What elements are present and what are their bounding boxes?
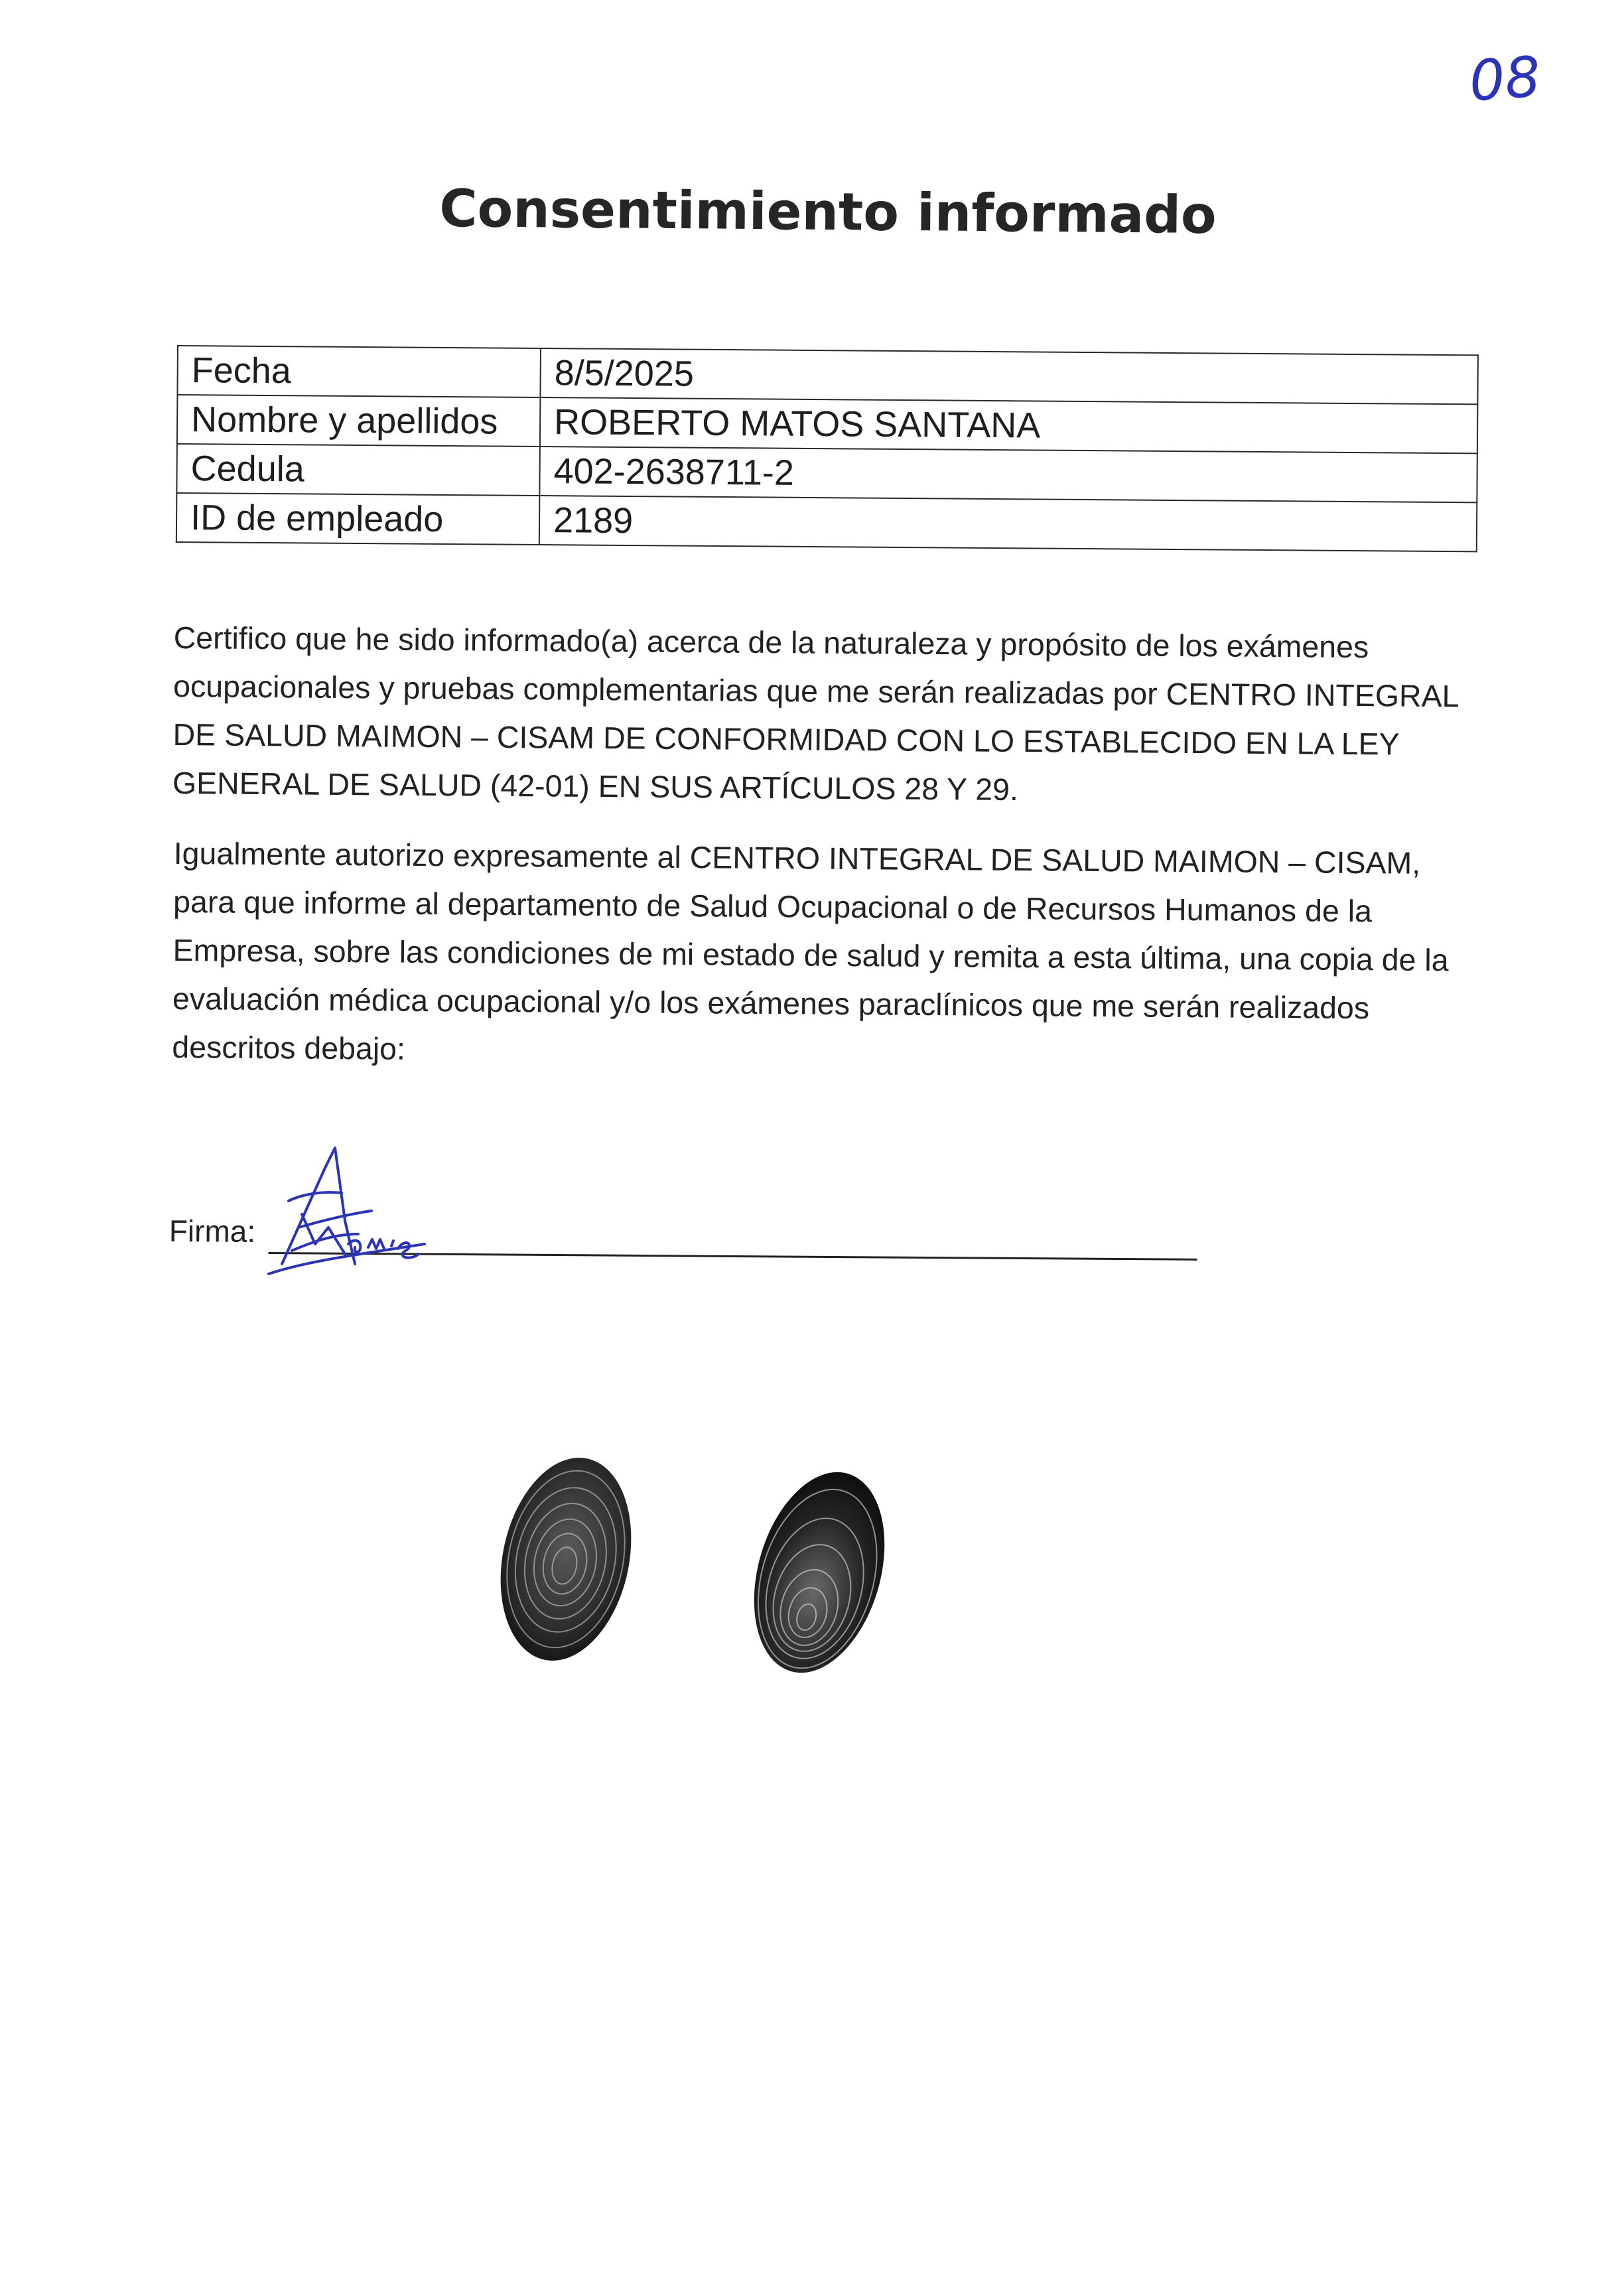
cedula-value: 402-2638711-2 [539,447,1477,502]
table-row-id-empleado [176,493,1477,551]
fecha-value: 8/5/2025 [540,348,1478,404]
table-row-nombre [177,395,1477,453]
nombre-label: Nombre y apellidos [177,395,541,447]
right-fingerprint-image [722,1448,917,1697]
id-empleado-label: ID de empleado [176,493,540,545]
firma-label: Firma: [169,1214,256,1249]
id-empleado-value: 2189 [539,496,1477,551]
cedula-label: Cedula [176,444,540,496]
nombre-value: ROBERTO MATOS SANTANA [540,397,1478,453]
left-fingerprint-image [475,1438,657,1681]
table-row-cedula [176,444,1477,502]
page-title: Consentimiento informado [439,178,1217,246]
employee-info-table [176,345,1479,552]
handwritten-signature [262,1128,441,1294]
certification-paragraph: Certifico que he sido informado(a) acerca de la naturaleza y propósito de los exámenes ocupacionales y pruebas complementarias que me serán realizadas por CENTRO INTEGRAL DE SALUD MAIMON – CISAM DE CONFORMIDAD CON LO ESTABLECIDO EN LA LEY GENERAL DE SALUD (42-01) EN SUS ARTÍCULOS 28 Y 29. [172,620,1458,807]
fecha-label: Fecha [177,346,541,397]
authorization-paragraph: Igualmente autorizo expresamente al CENTRO INTEGRAL DE SALUD MAIMON – CISAM, para que informe al departamento de Salud Ocupacional o de Recursos Humanos de la Empresa, sobre las condiciones de mi estado de salud y remita a esta última, una copia de la evaluación médica ocupacional y/o los exámenes paraclínicos que me serán realizados descritos debajo: [172,835,1449,1066]
handwritten-page-number: 08 [1467,44,1543,114]
table-row-fecha [177,346,1477,404]
